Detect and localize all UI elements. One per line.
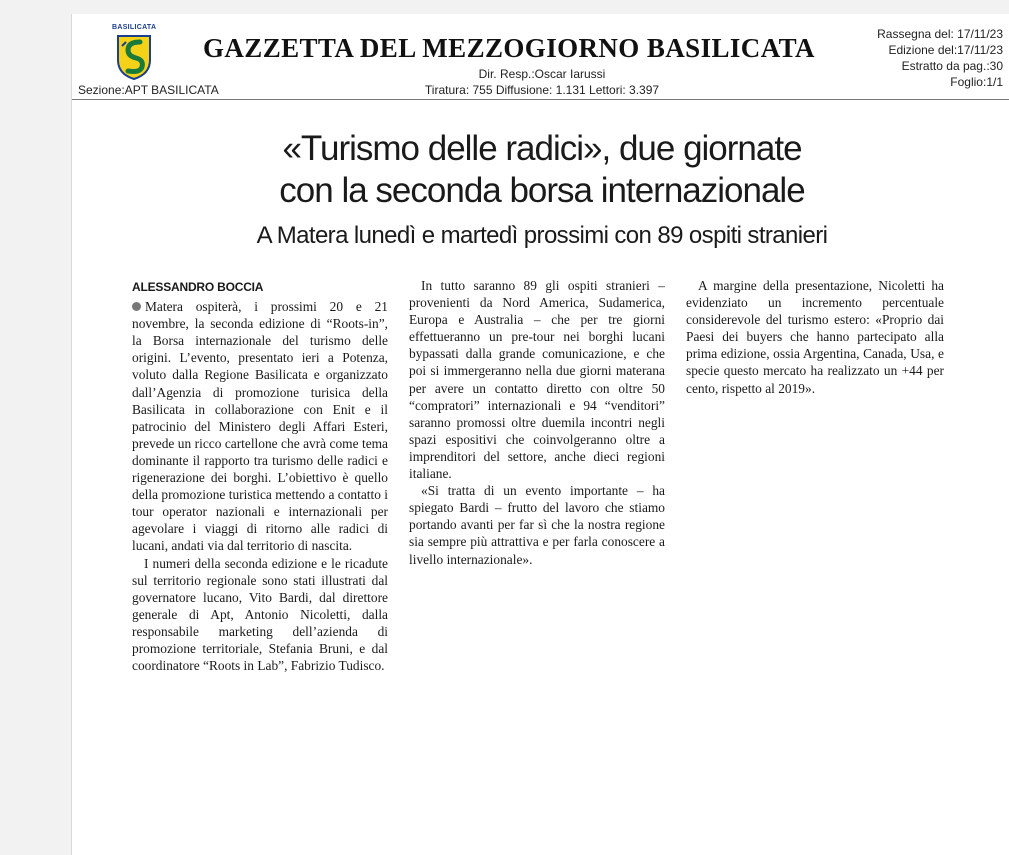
logo-label: BASILICATA bbox=[112, 24, 157, 31]
circulation-stats: Tiratura: 755 Diffusione: 1.131 Lettori: 3.397 bbox=[424, 83, 660, 97]
paragraph: «Si tratta di un evento importante – ha spiegato Bardi – frutto del lavoro che stiamo portando avanti per far sì che la nostra regione sia sempre più attrattiva e per farla conoscere a livello internazionale». bbox=[409, 483, 665, 567]
article-column-2 bbox=[409, 277, 665, 568]
estratto-page: Estratto da pag.:30 bbox=[901, 59, 1003, 73]
article-column-1 bbox=[132, 279, 388, 674]
rassegna-date: Rassegna del: 17/11/23 bbox=[877, 27, 1003, 41]
foglio: Foglio:1/1 bbox=[950, 75, 1003, 89]
newspaper-masthead: GAZZETTA DEL MEZZOGIORNO BASILICATA bbox=[203, 33, 815, 63]
paragraph: A margine della presentazione, Nicoletti ha evidenziato un incremento percentuale considerevole del turismo estero: «Proprio dai Paesi dei buyers che hanno partecipato alla prima edizione, ossia Argentina, Canada, Usa, e specie questo mercato ha realizzato un +44 per cento, rispetto al 2019». bbox=[686, 278, 944, 396]
paragraph: In tutto saranno 89 gli ospiti stranieri – provenienti da Nord America, Sudamerica, Europa e Australia – che per tre giorni effettueranno un pre-tour nei borghi lucani bypassati dalla grande comunicazione, e che poi si immergeranno nella due giorni materana per avere un contatto diretto con oltre 50 “compratori” internazionali e 94 “venditori” saranno promossi oltre duemila incontri negli spazi espositivi che coinvolgeranno oltre a imprenditori del settore, anche dieci regioni italiane. bbox=[409, 278, 665, 482]
bullet-icon bbox=[132, 302, 141, 311]
regional-crest-icon bbox=[110, 32, 158, 80]
director: Dir. Resp.:Oscar Iarussi bbox=[478, 67, 606, 81]
paragraph: I numeri della seconda edizione e le ricadute sul territorio regionale sono stati illustrati dal governatore lucano, Vito Bardi, dal direttore generale di Apt, Antonio Nicoletti, dalla responsabile marketing dell’azienda di promozione territoriale, Stefania Bruni, e dal coordinatore “Roots in Lab”, Fabrizio Tudisco. bbox=[132, 555, 388, 674]
subheadline: A Matera lunedì e martedì prossimi con 89 ospiti stranieri bbox=[256, 222, 828, 249]
paragraph: Matera ospiterà, i prossimi 20 e 21 novembre, la seconda edizione di “Roots-in”, la Borsa internazionale del turismo delle origini. L’evento, presentato ieri a Potenza, voluto dalla Regione Basilicata e organizzato dall’Agenzia di promozione turisica della Basilicata in collaborazione con Enit e il patrocinio del Ministero degli Affari Esteri, prevede un ricco cartellone che avrà come tema dominante il rapporto tra turismo delle radici e rigenerazione dei borghi. L’obiettivo è quello della promozione turistica mettendo a contatto i tour operator nazionali e internazionali per agevolare i viaggi di ritorno alle radici di lucani, andati via dal territorio di nascita. bbox=[132, 299, 388, 554]
headline-line-1: «Turismo delle radici», due giornate bbox=[282, 129, 802, 168]
basilicata-logo bbox=[110, 24, 158, 80]
section-label: Sezione:APT BASILICATA bbox=[78, 83, 219, 97]
headline-line-2: con la seconda borsa internazionale bbox=[279, 171, 805, 210]
header-divider bbox=[72, 99, 1009, 100]
press-review-meta bbox=[877, 26, 1003, 90]
newspaper-page bbox=[71, 14, 1009, 855]
author-byline: ALESSANDRO BOCCIA bbox=[132, 280, 264, 294]
article-column-3 bbox=[686, 277, 944, 397]
edizione-date: Edizione del:17/11/23 bbox=[888, 43, 1003, 57]
